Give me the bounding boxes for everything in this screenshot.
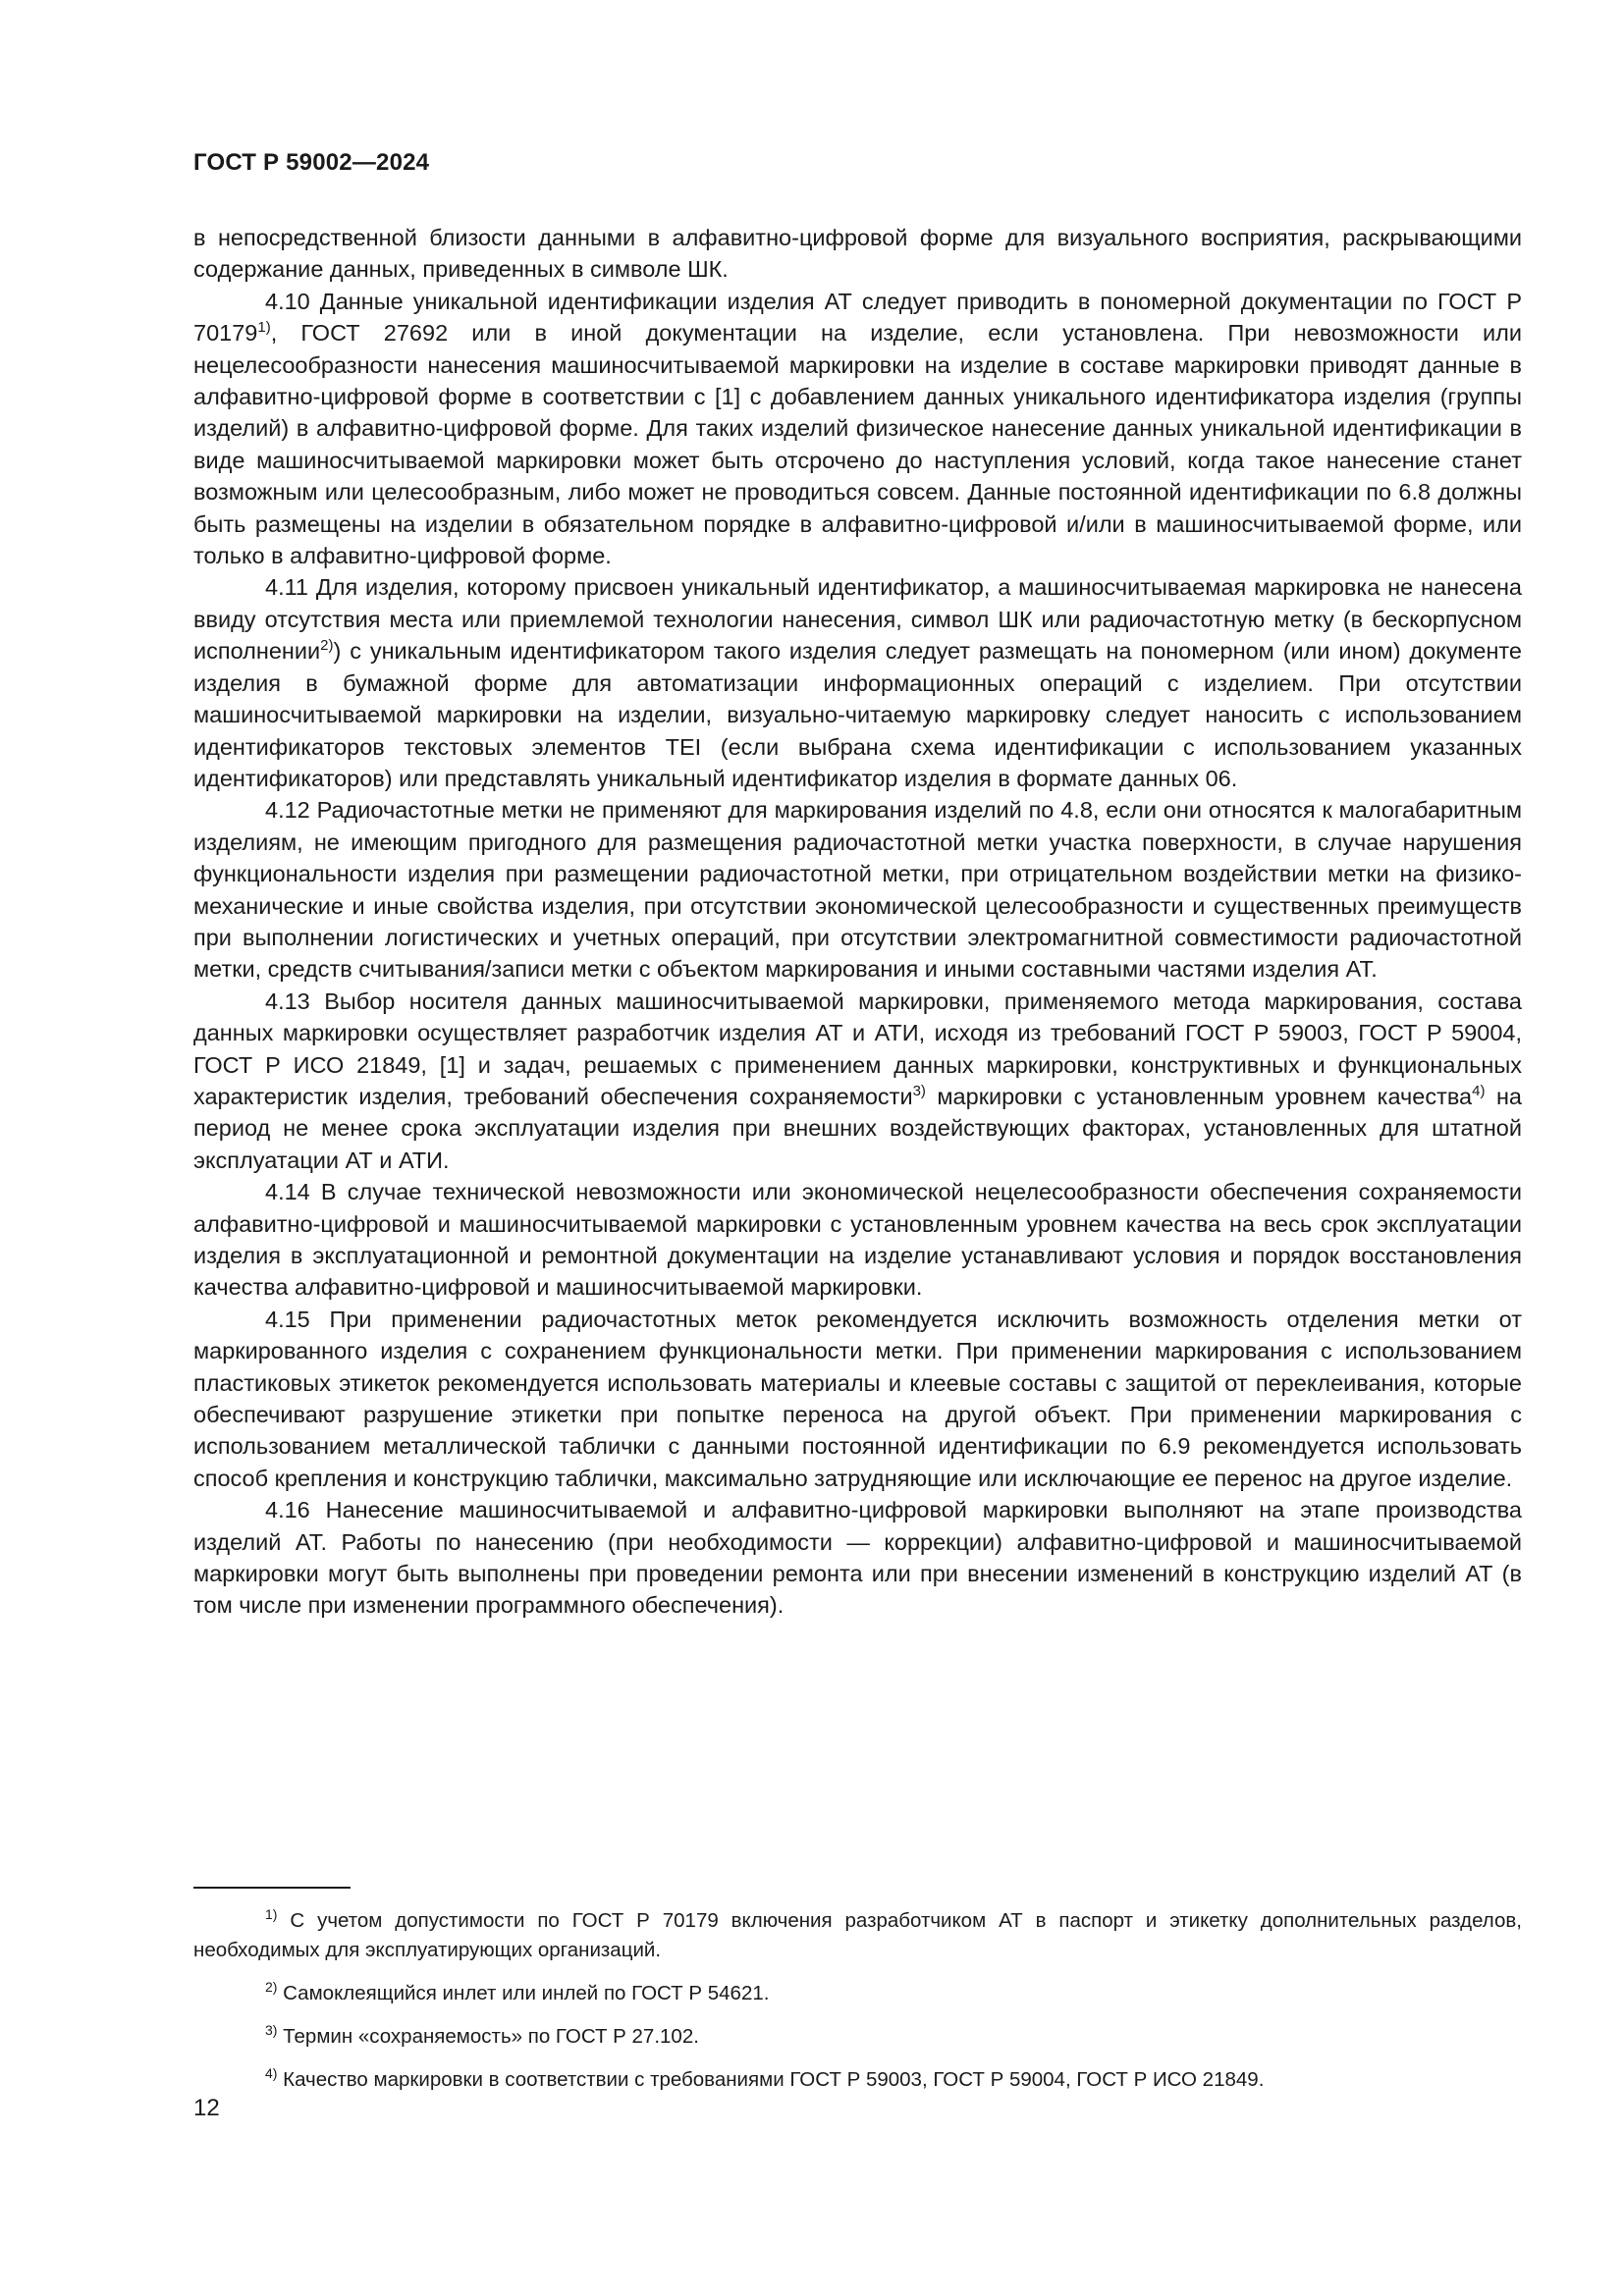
footnote-text-4: Качество маркировки в соответствии с требованиями ГОСТ Р 59003, ГОСТ Р 59004, ГОСТ Р ИСО 21849. [277,2068,1265,2091]
paragraph-4-11-part-b: ) с уникальным идентификатором такого изделия следует размещать на пономерном (или ином) документе изделия в бумажной форме для автоматизации информационных операций с изделием. При отсутствии машиносчитываемой маркировки на изделии, визуально-читаемую маркировку следует наносить с использованием идентификаторов текстовых элементов TEI (если выбрана схема идентификации с использованием указанных идентификаторов) или представлять уникальный идентификатор изделия в формате данных 06. [193,638,1522,791]
footnote-mark-2: 2) [265,1979,278,1995]
footnote-text-2: Самоклеящийся инлет или инлей по ГОСТ Р 54621. [277,1982,770,2004]
footnote-separator [193,1887,351,1889]
paragraph-4-13-part-a: 4.13 Выбор носителя данных машиносчитываемой маркировки, применяемого метода маркирования, состава данных маркировки осуществляет разработчик изделия АТ и АТИ, исходя из требований ГОСТ Р 59003, ГОСТ Р 59004, ГОСТ Р ИСО 21849, [1] и задач, решаемых с применением данных маркировки, конструктивных и функциональных характеристик изделия, требований обеспечения сохраняемости [193,988,1522,1109]
footnote-ref-1: 1) [257,319,271,337]
footnote-mark-4: 4) [265,2065,278,2081]
footnotes [193,1906,1522,2109]
footnote-mark-3: 3) [265,2022,278,2038]
paragraph-4-11 [193,571,1522,794]
paragraph-continuation: в непосредственной близости данными в алфавитно-цифровой форме для визуального восприятия, раскрывающими содержание данных, приведенных в символе ШК. [193,225,1522,283]
footnote-4 [193,2065,1522,2095]
paragraph-4-12: 4.12 Радиочастотные метки не применяют для маркирования изделий по 4.8, если они относятся к малогабаритным изделиям, не имеющим пригодного для размещения радиочастотной метки участка поверхности, в случае нарушения функциональности изделия при размещении радиочастотной метки, при отрицательном воздействии метки на физико-механические и иные свойства изделия, при отсутствии экономической целесообразности и существенных преимуществ при выполнении логистических и учетных операций, при отсутствии электромагнитной совместимости радиочастотной метки, средств считывания/записи метки с объектом маркирования и иными составными частями изделия АТ. [193,797,1522,983]
paragraph-4-15: 4.15 При применении радиочастотных меток рекомендуется исключить возможность отделения метки от маркированного изделия с сохранением функциональности метки. При применении маркирования с использованием пластиковых этикеток рекомендуется использовать материалы и клеевые составы с защитой от переклеивания, которые обеспечивают разрушение этикетки при попытке переноса на другой объект. При применении маркирования с использованием металлической таблички с данными постоянной идентификации по 6.9 рекомендуется использовать способ крепления и конструкцию таблички, максимально затрудняющие или исключающие ее перенос на другое изделие. [193,1306,1522,1491]
footnote-ref-2: 2) [320,637,334,655]
footnote-ref-3: 3) [912,1082,926,1099]
paragraph-4-11-part-a: 4.11 Для изделия, которому присвоен уникальный идентификатор, а машиносчитываемая маркировка не нанесена ввиду отсутствия места или приемлемой технологии нанесения, символ ШК или радиочастотную метку (в бескорпусном исполнении [193,574,1522,665]
footnote-3 [193,2022,1522,2052]
paragraph-4-16: 4.16 Нанесение машиносчитываемой и алфавитно-цифровой маркировки выполняют на этапе производства изделий АТ. Работы по нанесению (при необходимости — коррекции) алфавитно-цифровой и машиносчитываемой маркировки могут быть выполнены при проведении ремонта или при внесении изменений в конструкцию изделий АТ (в том числе при изменении программного обеспечения). [193,1497,1522,1619]
paragraph-4-13 [193,986,1522,1176]
body-text [193,222,1522,1622]
footnote-text-1: С учетом допустимости по ГОСТ Р 70179 включения разработчиком АТ в паспорт и этикетку дополнительных разделов, необходимых для эксплуатирующих организаций. [193,1909,1522,1961]
paragraph-4-10-part-b: , ГОСТ 27692 или в иной документации на изделие, если установлена. При невозможности или нецелесообразности нанесения машиносчитываемой маркировки на изделие в составе маркировки приводят данные в алфавитно-цифровой форме в соответствии с [1] с добавлением данных уникального идентификатора изделия (группы изделий) в алфавитно-цифровой форме. Для таких изделий физическое нанесение данных уникальной идентификации в виде машиносчитываемой маркировки может быть отсрочено до наступления условий, когда такое нанесение станет возможным или целесообразным, либо может не проводиться совсем. Данные постоянной идентификации по 6.8 должны быть размещены на изделии в обязательном порядке в алфавитно-цифровой и/или в машиносчитываемой форме, или только в алфавитно-цифровой форме. [193,320,1522,569]
footnote-2 [193,1979,1522,2008]
paragraph-4-10-part-a: 4.10 Данные уникальной идентификации изделия АТ следует приводить в пономерной документации по ГОСТ Р 70179 [193,288,1522,347]
paragraph-4-14: 4.14 В случае технической невозможности или экономической нецелесообразности обеспечения сохраняемости алфавитно-цифровой и машиносчитываемой маркировки с установленным уровнем качества на весь срок эксплуатации изделия в эксплуатационной и ремонтной документации на изделие устанавливают условия и порядок восстановления качества алфавитно-цифровой и машиносчитываемой маркировки. [193,1179,1522,1301]
footnote-text-3: Термин «сохраняемость» по ГОСТ Р 27.102. [277,2025,699,2048]
paragraph-4-13-part-b: маркировки с установленным уровнем качества [925,1083,1473,1109]
document-header: ГОСТ Р 59002—2024 [193,149,430,176]
footnote-ref-4: 4) [1472,1082,1486,1099]
footnote-1 [193,1906,1522,1965]
paragraph-4-10 [193,286,1522,572]
footnote-mark-1: 1) [265,1906,278,1922]
page-number: 12 [193,2095,220,2121]
paragraph-4-13-part-c: на период не менее срока эксплуатации изделия при внешних воздействующих факторах, установленных для штатной эксплуатации АТ и АТИ. [193,1083,1523,1173]
